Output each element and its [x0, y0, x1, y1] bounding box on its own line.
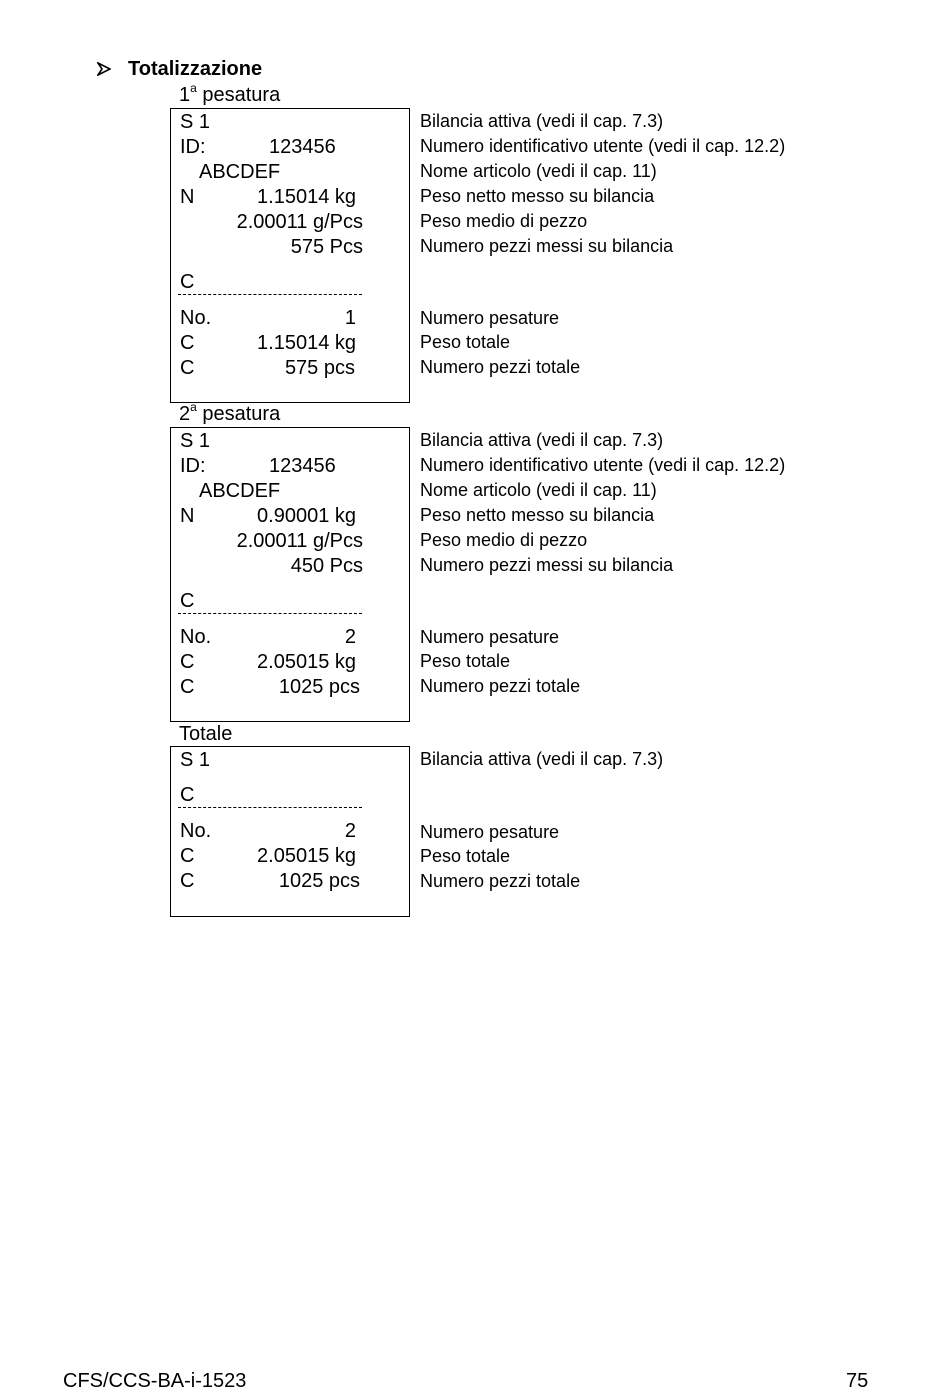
desc-total-pieces: Numero pezzi totale — [420, 676, 581, 696]
weighing-2-printout: S 1 ID: 123456 ABCDEF N 0.90001 kg 2.00011 g/Pcs 450 Pcs C No. 2 C 2.05015 kg C 1025 pcs — [170, 427, 410, 722]
total-label: Totale — [179, 723, 233, 745]
desc-avg-piece: Peso medio di pezzo — [420, 530, 588, 550]
desc-user-id: Numero identificativo utente (vedi il cap. 12.2) — [420, 136, 786, 156]
desc-scale-active: Bilancia attiva (vedi il cap. 7.3) — [420, 111, 664, 131]
desc-weighing-count: Numero pesature — [420, 822, 560, 842]
weighing-1-printout: S 1 ID: 123456 ABCDEF N 1.15014 kg 2.00011 g/Pcs 575 Pcs C No. 1 C 1.15014 kg C 575 pcs — [170, 108, 410, 403]
desc-avg-piece: Peso medio di pezzo — [420, 211, 588, 231]
dashed-divider — [178, 613, 362, 614]
weighing-2-label: 2$^a$ pesatura — [179, 400, 281, 425]
desc-total-weight: Peso totale — [420, 846, 511, 866]
desc-total-weight: Peso totale — [420, 651, 511, 671]
dashed-divider — [178, 294, 362, 295]
desc-net-weight: Peso netto messo su bilancia — [420, 186, 655, 206]
desc-total-pieces: Numero pezzi totale — [420, 871, 581, 891]
footer-page-number: 75 — [846, 1370, 869, 1392]
desc-article-name: Nome articolo (vedi il cap. 11) — [420, 161, 657, 181]
desc-net-weight: Peso netto messo su bilancia — [420, 505, 655, 525]
desc-scale-active: Bilancia attiva (vedi il cap. 7.3) — [420, 430, 664, 450]
desc-total-weight: Peso totale — [420, 332, 511, 352]
desc-article-name: Nome articolo (vedi il cap. 11) — [420, 480, 657, 500]
dashed-divider — [178, 807, 362, 808]
desc-pieces-on-scale: Numero pezzi messi su bilancia — [420, 555, 674, 575]
arrow-bullet-icon — [97, 62, 111, 76]
section-heading: Totalizzazione — [128, 58, 263, 80]
desc-weighing-count: Numero pesature — [420, 627, 560, 647]
desc-pieces-on-scale: Numero pezzi messi su bilancia — [420, 236, 674, 256]
desc-total-pieces: Numero pezzi totale — [420, 357, 581, 377]
footer-doc-code: CFS/CCS-BA-i-1523 — [63, 1370, 247, 1392]
total-printout: S 1 C No. 2 C 2.05015 kg C 1025 pcs — [170, 746, 410, 917]
desc-weighing-count: Numero pesature — [420, 308, 560, 328]
desc-scale-active: Bilancia attiva (vedi il cap. 7.3) — [420, 749, 664, 769]
weighing-1-label: 1$^a$ pesatura — [179, 81, 281, 106]
desc-user-id: Numero identificativo utente (vedi il cap. 12.2) — [420, 455, 786, 475]
